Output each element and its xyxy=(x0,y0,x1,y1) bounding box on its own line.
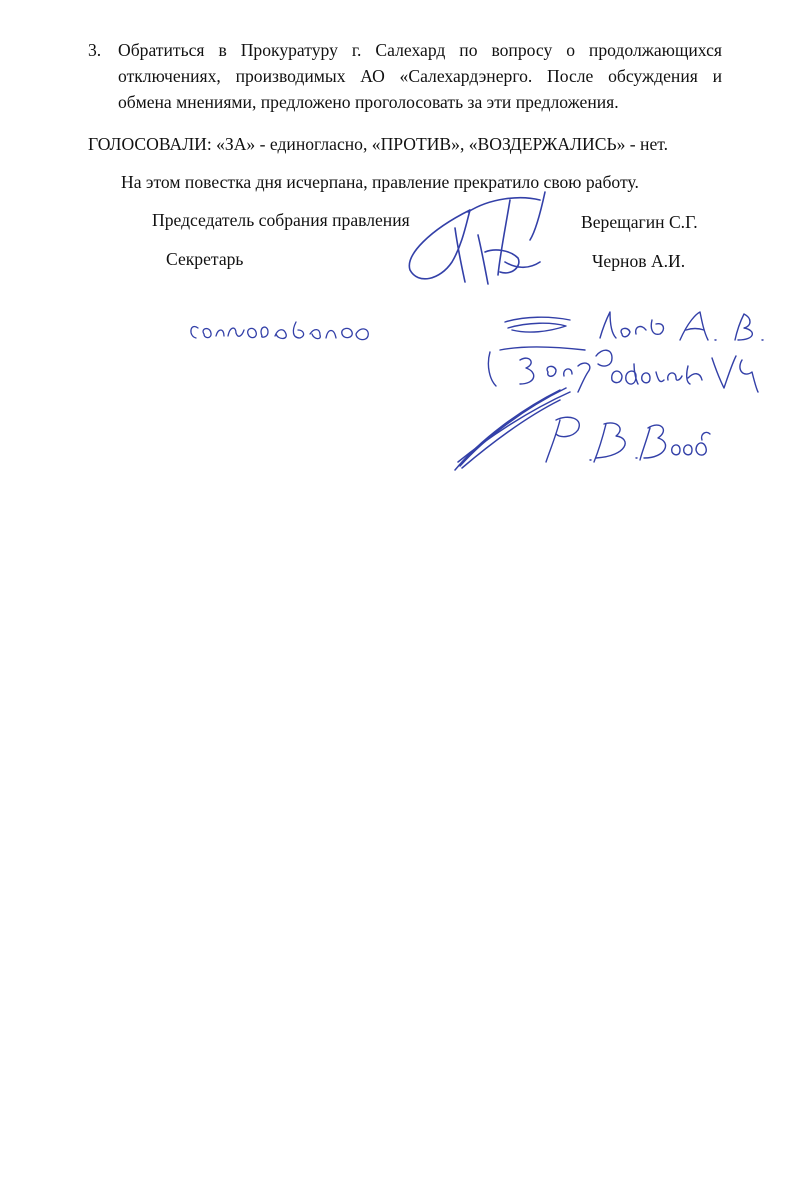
signature-rveev xyxy=(546,417,710,462)
item-line-2: отключениях, производимых АО «Салехардэнерго. После обсуждения и xyxy=(118,66,722,86)
signature-slash xyxy=(455,388,570,470)
secretary-label: Секретарь xyxy=(166,249,244,269)
secretary-name: Чернов А.И. xyxy=(592,251,686,271)
agenda-item-3 xyxy=(88,37,722,115)
chair-name: Верещагин С.Г. xyxy=(581,212,698,232)
signature-ichev xyxy=(505,312,763,340)
item-line-1: Обратиться в Прокуратуру г. Салехард по вопросу о продолжающихся xyxy=(118,40,722,60)
approval-note xyxy=(191,322,368,340)
item-line-3: обмена мнениями, предложено проголосовать за эти предложения. xyxy=(118,92,619,112)
signature-podolyak xyxy=(488,347,758,392)
vote-result: ГОЛОСОВАЛИ: «ЗА» - единогласно, «ПРОТИВ», «ВОЗДЕРЖАЛИСЬ» - нет. xyxy=(88,134,669,154)
closing-statement: На этом повестка дня исчерпана, правление прекратило свою работу. xyxy=(121,172,639,192)
chair-label: Председатель собрания правления xyxy=(152,210,410,230)
chair-signature xyxy=(409,192,545,284)
item-number: 3. xyxy=(88,40,102,60)
